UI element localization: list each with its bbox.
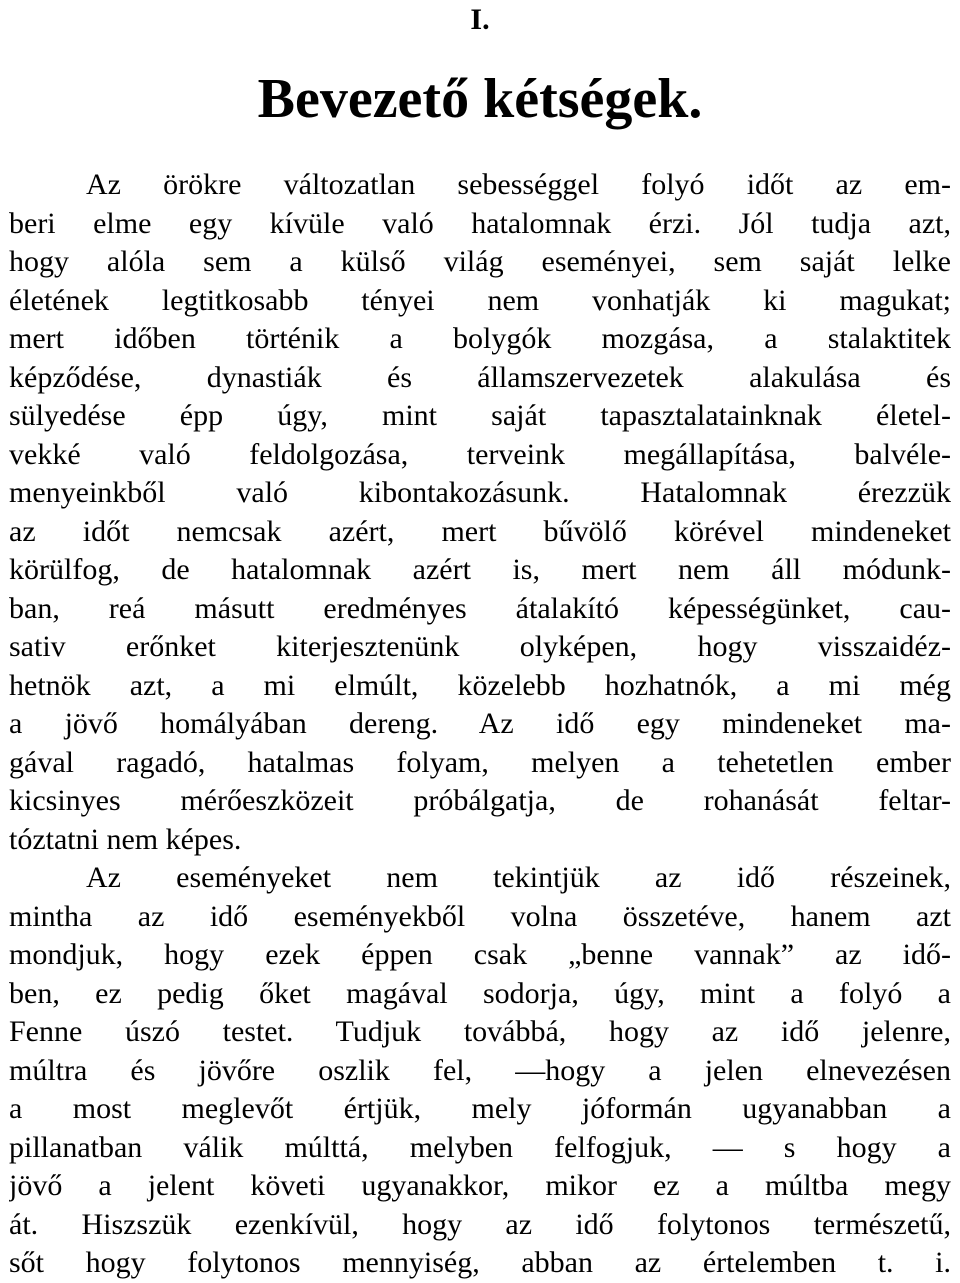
text-line: múltra és jövőre oszlik fel, —hogy a jelen elnevezésen <box>9 1053 951 1087</box>
chapter-number: I. <box>470 3 490 36</box>
text-line: jövő a jelent követi ugyanakkor, mikor ez a múltba megy <box>9 1169 951 1202</box>
text-line: menyeinkből való kibontakozásunk. Hatalomnak érezzük <box>9 476 951 509</box>
text-line: pillanatban válik múlttá, melyben felfogjuk, — s hogy a <box>9 1130 951 1164</box>
text-line: mintha az idő eseményekből volna összetéve, hanem azt <box>9 899 951 933</box>
text-line: mondjuk, hogy ezek éppen csak „benne vannak” az idő- <box>9 938 951 971</box>
text-line: az időt nemcsak azért, mert bűvölő körével mindeneket <box>9 514 951 548</box>
text-line: mert időben történik a bolygók mozgása, a stalaktitek <box>9 322 951 355</box>
text-line: sativ erőnket kiterjesztenünk olyképen, hogy visszaidéz- <box>9 630 951 663</box>
text-line: beri elme egy kívüle való hatalomnak érzi. Jól tudja azt, <box>9 206 951 240</box>
text-line: vekké való feldolgozása, terveink megállapítása, balvéle- <box>9 437 951 471</box>
text-line: ban, reá másutt eredményes átalakító képességünket, cau- <box>9 591 951 625</box>
text-line: hogy alóla sem a külső világ eseményei, sem saját lelke <box>9 245 951 278</box>
text-line: sőt hogy folytonos mennyiség, abban az értelemben t. i. <box>9 1246 951 1279</box>
text-line: életének legtitkosabb tényei nem vonhatják ki magukat; <box>9 283 951 317</box>
text-line: Az örökre változatlan sebességgel folyó időt az em- <box>86 168 951 201</box>
text-line: sülyedése épp úgy, mint saját tapasztalatainknak életel- <box>9 399 951 432</box>
text-line: hetnök azt, a mi elmúlt, közelebb hozhatnók, a mi még <box>9 668 951 702</box>
text-line: ben, ez pedig őket magával sodorja, úgy, mint a folyó a <box>9 976 951 1010</box>
text-line: át. Hiszszük ezenkívül, hogy az idő folytonos természetű, <box>9 1207 951 1241</box>
text-line: a jövő homályában dereng. Az idő egy mindeneket ma- <box>9 707 951 740</box>
text-line: a most meglevőt értjük, mely jóformán ugyanabban a <box>9 1092 951 1125</box>
body-text <box>9 166 951 1283</box>
text-line: körülfog, de hatalomnak azért is, mert nem áll módunk- <box>9 553 951 586</box>
chapter-title: Bevezető kétségek. <box>257 68 703 130</box>
text-line: tóztatni nem képes. <box>9 822 242 856</box>
text-line: kicsinyes mérőeszközeit próbálgatja, de rohanását feltar- <box>9 784 951 817</box>
text-line: Fenne úszó testet. Tudjuk továbbá, hogy az idő jelenre, <box>9 1015 951 1048</box>
text-line: gával ragadó, hatalmas folyam, melyen a tehetetlen ember <box>9 745 951 779</box>
text-line: képződése, dynastiák és államszervezetek alakulása és <box>9 360 951 394</box>
text-line: Az eseményeket nem tekintjük az idő részeinek, <box>86 861 951 894</box>
